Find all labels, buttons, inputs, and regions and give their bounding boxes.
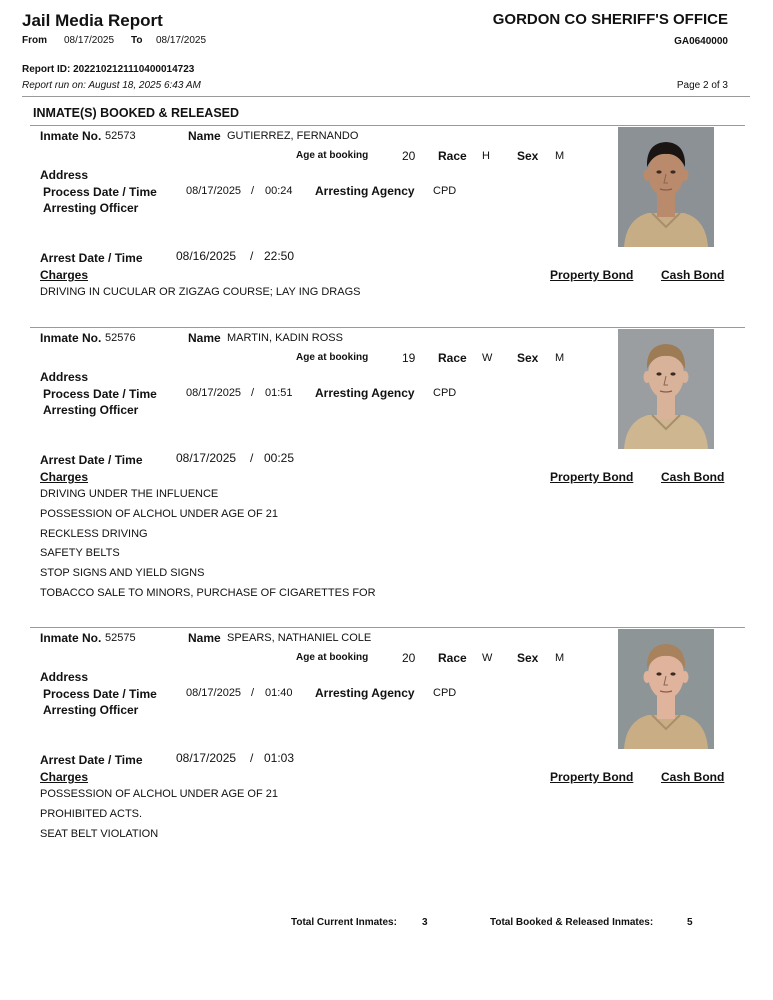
age-value: 19 bbox=[402, 351, 416, 365]
total-current-value: 3 bbox=[422, 917, 428, 928]
process-slash: / bbox=[251, 687, 255, 699]
process-date: 08/17/2025 bbox=[186, 387, 242, 399]
name-label: Name bbox=[188, 631, 221, 645]
race-label: Race bbox=[438, 651, 467, 665]
charge-item: DRIVING IN CUCULAR OR ZIGZAG COURSE; LAY ING DRAGS bbox=[40, 286, 361, 298]
charges-label: Charges bbox=[40, 470, 89, 484]
agency-value: CPD bbox=[433, 185, 457, 197]
age-label: Age at booking bbox=[296, 652, 369, 663]
section-divider bbox=[30, 125, 745, 126]
ori-code: GA0640000 bbox=[674, 36, 728, 47]
agency-label: Arresting Agency bbox=[315, 386, 415, 400]
mugshot-photo bbox=[618, 127, 714, 247]
arrest-time: 22:50 bbox=[264, 249, 295, 263]
report-title: Jail Media Report bbox=[22, 11, 163, 30]
to-date: 08/17/2025 bbox=[156, 35, 207, 46]
property-bond-label: Property Bond bbox=[550, 770, 634, 784]
to-label: To bbox=[131, 35, 143, 46]
property-bond-label: Property Bond bbox=[550, 268, 634, 282]
officer-label: Arresting Officer bbox=[43, 403, 139, 417]
record-divider bbox=[30, 627, 745, 628]
sex-label: Sex bbox=[517, 351, 539, 365]
header-divider bbox=[22, 96, 750, 97]
process-time: 00:24 bbox=[265, 185, 293, 197]
inmate-no-label: Inmate No. bbox=[40, 331, 102, 345]
arrest-slash: / bbox=[250, 249, 254, 263]
sex-value: M bbox=[555, 150, 565, 162]
arrest-label: Arrest Date / Time bbox=[40, 453, 143, 467]
mugshot-photo bbox=[618, 629, 714, 749]
property-bond-label: Property Bond bbox=[550, 470, 634, 484]
total-current-label: Total Current Inmates: bbox=[291, 917, 397, 928]
charges-label: Charges bbox=[40, 770, 89, 784]
arrest-slash: / bbox=[250, 751, 254, 765]
inmate-name: GUTIERREZ, FERNANDO bbox=[227, 130, 359, 142]
age-label: Age at booking bbox=[296, 150, 369, 161]
inmate-no-label: Inmate No. bbox=[40, 129, 102, 143]
inmate-no-value: 52576 bbox=[105, 332, 136, 344]
charge-item: PROHIBITED ACTS. bbox=[40, 807, 143, 820]
inmate-name: SPEARS, NATHANIEL COLE bbox=[227, 632, 372, 644]
arrest-time: 01:03 bbox=[264, 751, 295, 765]
race-value: W bbox=[482, 352, 493, 364]
sex-value: M bbox=[555, 352, 565, 364]
charge-item: SAFETY BELTS bbox=[40, 547, 120, 560]
charge-item: POSSESSION OF ALCHOL UNDER AGE OF 21 bbox=[40, 788, 278, 800]
cash-bond-label: Cash Bond bbox=[661, 770, 725, 784]
total-released-label: Total Booked & Released Inmates: bbox=[490, 917, 654, 928]
address-label: Address bbox=[40, 168, 89, 182]
sex-label: Sex bbox=[517, 651, 539, 665]
process-label: Process Date / Time bbox=[43, 687, 157, 701]
arrest-label: Arrest Date / Time bbox=[40, 251, 143, 265]
agency-name: GORDON CO SHERIFF'S OFFICE bbox=[492, 11, 728, 28]
charge-item: STOP SIGNS AND YIELD SIGNS bbox=[40, 567, 205, 580]
inmate-no-value: 52575 bbox=[105, 632, 136, 644]
process-slash: / bbox=[251, 387, 255, 399]
race-label: Race bbox=[438, 351, 467, 365]
mugshot-photo bbox=[618, 329, 714, 449]
agency-value: CPD bbox=[433, 387, 457, 399]
charge-item: POSSESSION OF ALCHOL UNDER AGE OF 21 bbox=[40, 507, 278, 520]
page-number: Page 2 of 3 bbox=[676, 80, 728, 91]
arrest-date: 08/17/2025 bbox=[176, 451, 237, 465]
report-id: Report ID: 2022102121110400014723 bbox=[22, 64, 195, 75]
name-label: Name bbox=[188, 129, 221, 143]
sex-value: M bbox=[555, 652, 565, 664]
from-label: From bbox=[22, 35, 47, 46]
race-value: W bbox=[482, 652, 493, 664]
age-label: Age at booking bbox=[296, 352, 369, 363]
age-value: 20 bbox=[402, 149, 416, 163]
officer-label: Arresting Officer bbox=[43, 703, 139, 717]
charge-item: SEAT BELT VIOLATION bbox=[40, 827, 159, 840]
sex-label: Sex bbox=[517, 149, 539, 163]
agency-value: CPD bbox=[433, 687, 457, 699]
arrest-label: Arrest Date / Time bbox=[40, 753, 143, 767]
process-time: 01:51 bbox=[265, 387, 293, 399]
name-label: Name bbox=[188, 331, 221, 345]
inmate-no-value: 52573 bbox=[105, 130, 136, 142]
inmate-name: MARTIN, KADIN ROSS bbox=[227, 332, 343, 344]
charges-label: Charges bbox=[40, 268, 89, 282]
process-slash: / bbox=[251, 185, 255, 197]
address-label: Address bbox=[40, 370, 89, 384]
report-run-on: Report run on: August 18, 2025 6:43 AM bbox=[22, 80, 201, 91]
process-label: Process Date / Time bbox=[43, 387, 157, 401]
total-released-value: 5 bbox=[687, 917, 693, 928]
agency-label: Arresting Agency bbox=[315, 686, 415, 700]
process-label: Process Date / Time bbox=[43, 185, 157, 199]
officer-label: Arresting Officer bbox=[43, 201, 139, 215]
agency-label: Arresting Agency bbox=[315, 184, 415, 198]
charge-item: DRIVING UNDER THE INFLUENCE bbox=[40, 488, 219, 500]
arrest-date: 08/16/2025 bbox=[176, 249, 237, 263]
age-value: 20 bbox=[402, 651, 416, 665]
cash-bond-label: Cash Bond bbox=[661, 268, 725, 282]
charge-item: TOBACCO SALE TO MINORS, PURCHASE OF CIGARETTES FOR bbox=[40, 587, 376, 599]
cash-bond-label: Cash Bond bbox=[661, 470, 725, 484]
record-divider bbox=[30, 327, 745, 328]
race-value: H bbox=[482, 150, 490, 162]
inmate-no-label: Inmate No. bbox=[40, 631, 102, 645]
from-date: 08/17/2025 bbox=[64, 35, 115, 46]
section-title: INMATE(S) BOOKED & RELEASED bbox=[33, 106, 240, 120]
race-label: Race bbox=[438, 149, 467, 163]
address-label: Address bbox=[40, 670, 89, 684]
process-time: 01:40 bbox=[265, 687, 293, 699]
process-date: 08/17/2025 bbox=[186, 687, 242, 699]
process-date: 08/17/2025 bbox=[186, 185, 242, 197]
charge-item: RECKLESS DRIVING bbox=[40, 527, 148, 540]
arrest-date: 08/17/2025 bbox=[176, 751, 237, 765]
arrest-slash: / bbox=[250, 451, 254, 465]
arrest-time: 00:25 bbox=[264, 451, 295, 465]
